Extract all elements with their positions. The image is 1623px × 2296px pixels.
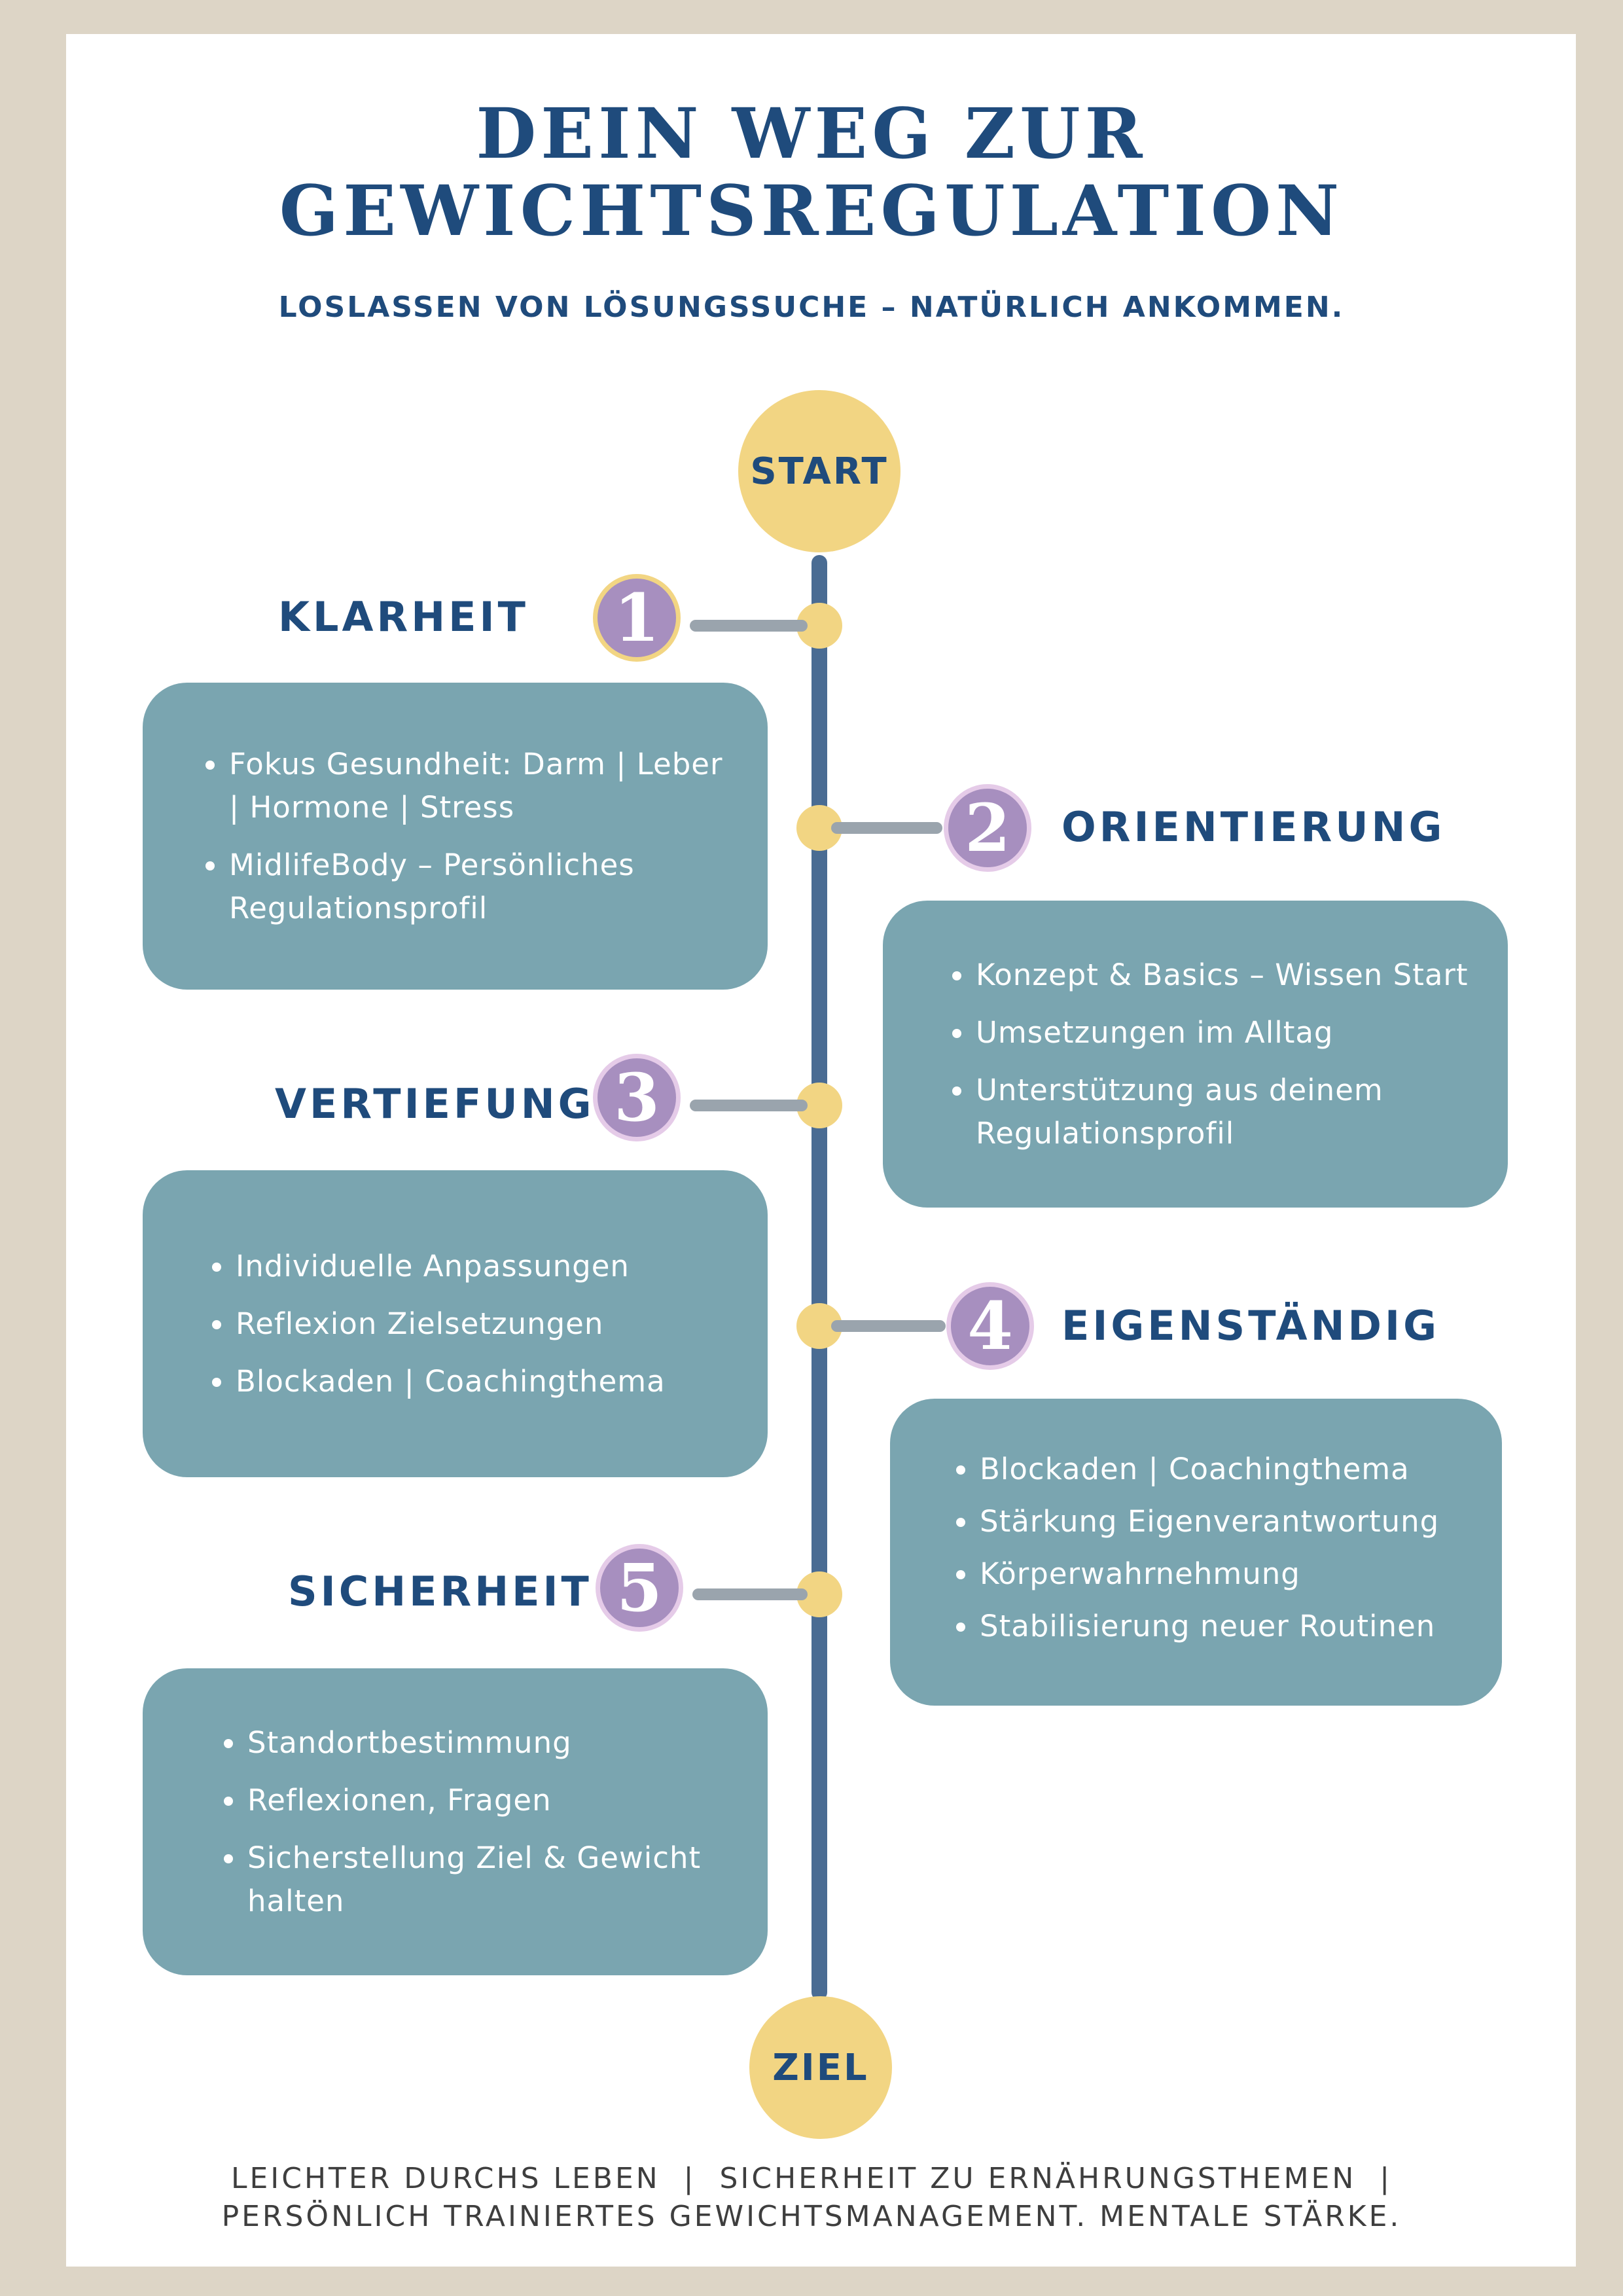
footer-line-1: LEICHTER DURCHS LEBEN | SICHERHEIT ZU ERNÄHRUNGSTHEMEN | bbox=[230, 2162, 1393, 2195]
step-2-label: ORIENTIERUNG bbox=[1061, 803, 1446, 851]
step-1-card bbox=[143, 683, 768, 990]
step-4-card bbox=[890, 1399, 1502, 1706]
goal-circle: ZIEL bbox=[749, 1996, 892, 2139]
step-2-item-1: Konzept & Basics – Wissen Start bbox=[948, 954, 1488, 997]
step-4-item-1: Blockaden | Coachingthema bbox=[952, 1448, 1439, 1491]
step-2-list bbox=[948, 954, 1488, 1155]
step-3-card bbox=[143, 1170, 768, 1477]
step-1-number-badge: 1 bbox=[593, 574, 681, 662]
step-2-item-3: Unterstützung aus deinem Regulationsprofil bbox=[948, 1069, 1488, 1155]
page-title bbox=[0, 92, 1623, 251]
step-1-item-2: MidlifeBody – Persönliches Regulationsprofil bbox=[202, 844, 741, 930]
step-4-label: EIGENSTÄNDIG bbox=[1061, 1302, 1440, 1350]
page-subtitle: LOSLASSEN VON LÖSUNGSSUCHE – NATÜRLICH ANKOMMEN. bbox=[278, 291, 1345, 324]
step-5-label: SICHERHEIT bbox=[288, 1568, 592, 1615]
step-4-list bbox=[952, 1448, 1439, 1657]
step-5-item-3: Sicherstellung Ziel & Gewicht halten bbox=[220, 1837, 741, 1923]
step-5-item-1: Standortbestimmung bbox=[220, 1721, 741, 1765]
step-4-item-4: Stabilisierung neuer Routinen bbox=[952, 1605, 1439, 1648]
connector-step-1 bbox=[690, 620, 808, 632]
step-1-item-1: Fokus Gesundheit: Darm | Leber | Hormone | Stress bbox=[202, 743, 741, 829]
step-5-list bbox=[220, 1721, 741, 1923]
step-3-item-3: Blockaden | Coachingthema bbox=[208, 1360, 666, 1403]
step-3-item-2: Reflexion Zielsetzungen bbox=[208, 1302, 666, 1346]
step-4-item-3: Körperwahrnehmung bbox=[952, 1552, 1439, 1596]
step-3-number-badge: 3 bbox=[593, 1054, 681, 1141]
step-3-item-1: Individuelle Anpassungen bbox=[208, 1245, 666, 1288]
step-5-card bbox=[143, 1668, 768, 1975]
connector-step-4 bbox=[831, 1320, 946, 1332]
timeline-track bbox=[812, 555, 827, 2000]
step-5-item-2: Reflexionen, Fragen bbox=[220, 1779, 741, 1822]
step-4-number-badge: 4 bbox=[946, 1282, 1034, 1370]
step-2-item-2: Umsetzungen im Alltag bbox=[948, 1011, 1488, 1054]
step-3-list bbox=[208, 1245, 666, 1403]
step-2-card bbox=[883, 901, 1508, 1208]
footer-tagline bbox=[0, 2160, 1623, 2236]
step-3-label: VERTIEFUNG bbox=[275, 1080, 595, 1128]
step-1-label: KLARHEIT bbox=[278, 593, 529, 641]
start-circle: START bbox=[738, 390, 901, 552]
step-5-number-badge: 5 bbox=[596, 1544, 683, 1632]
title-line-1: DEIN WEG ZUR bbox=[476, 92, 1147, 174]
step-2-number-badge: 2 bbox=[944, 784, 1031, 872]
step-4-item-2: Stärkung Eigenverantwortung bbox=[952, 1500, 1439, 1543]
title-line-2: GEWICHTSREGULATION bbox=[279, 170, 1344, 251]
step-1-list bbox=[202, 743, 741, 930]
footer-line-2: PERSÖNLICH TRAINIERTES GEWICHTSMANAGEMENT. MENTALE STÄRKE. bbox=[221, 2200, 1402, 2233]
connector-step-3 bbox=[690, 1100, 808, 1111]
connector-step-2 bbox=[831, 822, 942, 834]
connector-step-5 bbox=[692, 1588, 808, 1600]
